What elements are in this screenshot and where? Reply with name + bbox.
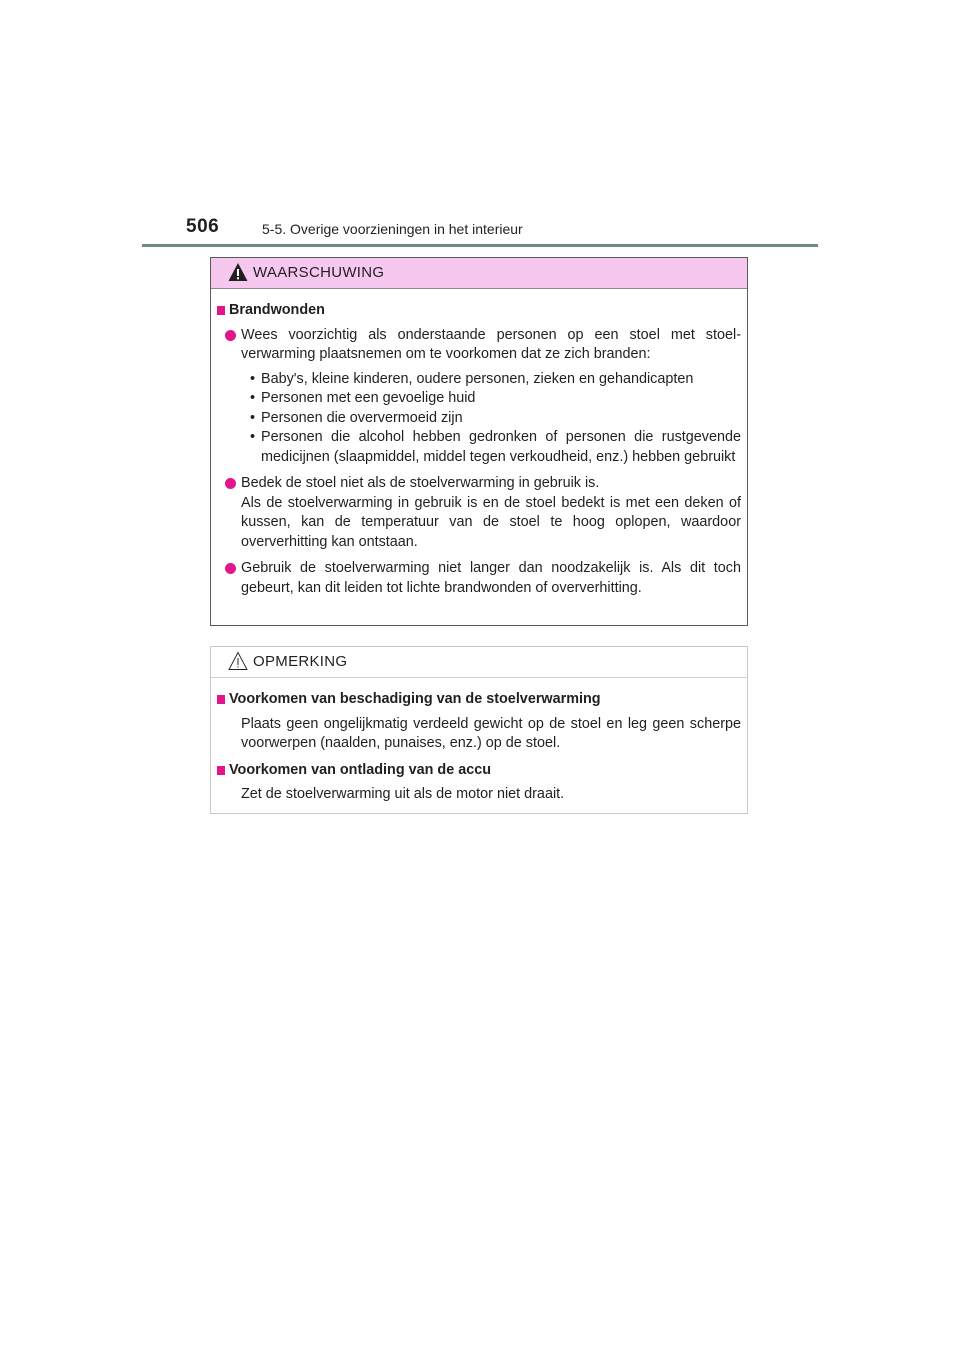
note-text-1: Plaats geen ongelijkmatig verdeeld gewicht op de stoel en leg geen scherpe voorwerpen (naalden, punaises, enz.) op de stoel. — [241, 715, 741, 751]
note-heading-2-text: Voorkomen van ontlading van de accu — [229, 761, 492, 778]
warning-triangle-icon — [228, 262, 248, 282]
warning-item-2 — [217, 474, 741, 552]
warning-content — [211, 289, 747, 598]
square-bullet-icon — [217, 306, 225, 315]
header-divider — [142, 244, 818, 247]
list-item-text: Personen die oververmoeid zijn — [261, 409, 463, 426]
warning-item-2-line-1: Bedek de stoel niet als de stoelverwarming in gebruik is. — [241, 475, 600, 491]
note-title: OPMERKING — [253, 653, 348, 670]
warning-box — [210, 257, 748, 626]
warning-item-2-line-2: Als de stoelverwarming in gebruik is en de stoel bedekt is met een deken of kussen, kan de temperatuur van de stoel te hoog oplopen, waardoor oververhitting kan ontstaan. — [241, 494, 741, 550]
page-header — [0, 0, 960, 250]
warning-heading-text: Brandwonden — [229, 302, 325, 318]
list-item — [217, 428, 741, 467]
warning-bullet-list — [241, 370, 741, 468]
list-item — [217, 409, 741, 429]
dot-bullet-icon: • — [250, 409, 256, 426]
dot-bullet-icon: • — [250, 370, 256, 387]
dot-bullet-icon: • — [250, 390, 256, 406]
list-item — [217, 370, 741, 390]
circle-bullet-icon — [225, 478, 236, 489]
note-content — [211, 678, 747, 805]
warning-item-1-text: Wees voorzichtig als onderstaande personen op een stoel met stoel-verwarming plaatsnemen om te voorkomen dat ze zich branden: — [241, 326, 741, 362]
warning-heading — [217, 301, 741, 321]
dot-bullet-icon: • — [250, 429, 256, 445]
warning-item-1 — [217, 326, 741, 468]
list-item — [217, 389, 741, 409]
note-heading-2 — [217, 761, 741, 781]
page-number: 506 — [186, 216, 220, 237]
caution-outline-triangle-icon — [228, 651, 248, 671]
warning-item-3-text: Gebruik de stoelverwarming niet langer dan noodzakelijk is. Als dit toch gebeurt, kan dit leiden tot lichte brandwonden of oververhitting. — [241, 560, 741, 596]
list-item-text: Personen die alcohol hebben gedronken of personen die rustgevende medicijnen (slaapmiddel, middel tegen verkoudheid, enz.) hebben gebruikt — [261, 429, 741, 465]
list-item-text: Baby's, kleine kinderen, oudere personen, zieken en gehandicapten — [261, 370, 694, 387]
note-heading-1 — [217, 690, 741, 710]
circle-bullet-icon — [225, 330, 236, 341]
list-item-text: Personen met een gevoelige huid — [261, 390, 476, 406]
warning-title: WAARSCHUWING — [253, 264, 385, 281]
section-title: 5-5. Overige voorzieningen in het interieur — [262, 221, 523, 237]
note-text-2: Zet de stoelverwarming uit als de motor niet draait. — [241, 786, 565, 802]
note-box — [210, 646, 748, 814]
square-bullet-icon — [217, 766, 225, 775]
note-box-header — [211, 647, 747, 678]
note-heading-1-text: Voorkomen van beschadiging van de stoelverwarming — [229, 691, 601, 707]
warning-item-3 — [217, 559, 741, 598]
circle-bullet-icon — [225, 563, 236, 574]
square-bullet-icon — [217, 695, 225, 704]
warning-box-header — [211, 258, 747, 289]
